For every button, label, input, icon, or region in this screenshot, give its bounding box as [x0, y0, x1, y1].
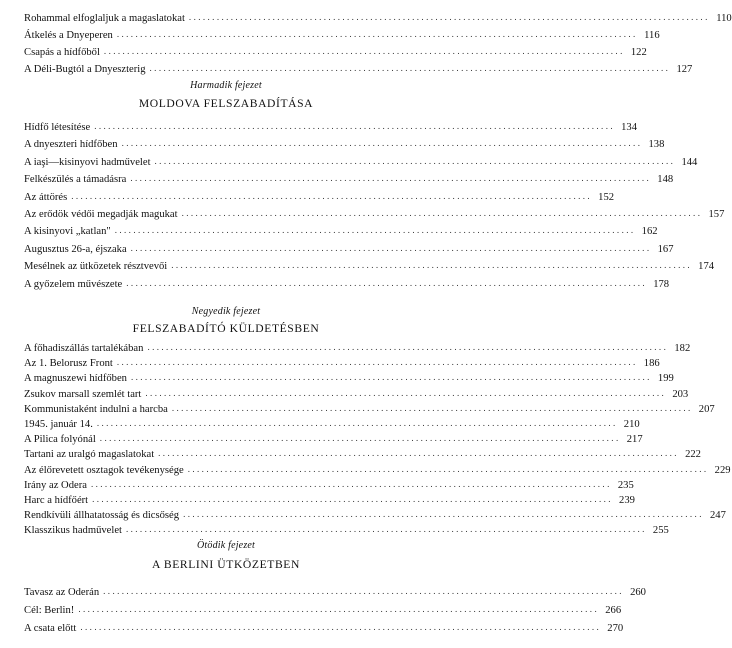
- toc-entry-title: Tavasz az Oderán: [24, 587, 100, 598]
- dot-leader: ................................................................................................................: [130, 242, 652, 253]
- toc-entry: [24, 169, 674, 186]
- toc-entry-title: Irány az Odera: [24, 479, 87, 491]
- toc-entry-page: 186: [643, 358, 660, 370]
- toc-entry-title: Átkelés a Dnyeperen: [24, 30, 113, 41]
- toc-entry-title: Harc a hídfőért: [24, 495, 89, 506]
- toc-entry: [24, 42, 647, 59]
- chapter-label: Negyedik fejezet: [191, 306, 261, 317]
- toc-entry: [24, 600, 622, 617]
- toc-entry: [24, 355, 660, 370]
- toc-entry: [24, 401, 715, 416]
- toc-entry-page: 229: [714, 464, 731, 476]
- toc-entry-page: 247: [709, 510, 726, 522]
- dot-leader: ................................................................................................................: [183, 509, 704, 520]
- toc-entry-page: 203: [672, 388, 689, 400]
- toc-entry-title: Klasszikus hadművelet: [24, 525, 122, 537]
- toc-entry: [24, 462, 731, 477]
- toc-entry-title: Az 1. Belorusz Front: [24, 358, 113, 370]
- toc-entry-title: 1945. január 14.: [24, 419, 93, 430]
- toc-entry: [24, 152, 698, 169]
- chapter-title: A BERLINI ÜTKÖZETBEN: [152, 558, 300, 571]
- toc-entry: [24, 8, 732, 25]
- toc-entry-page: 270: [607, 623, 624, 634]
- toc-entry: [24, 340, 691, 355]
- toc-entry-page: 110: [716, 13, 732, 24]
- toc-entry-page: 210: [623, 419, 640, 430]
- toc-entry-title: Zsukov marsall szemlét tart: [24, 388, 142, 400]
- dot-leader: ................................................................................................................: [145, 387, 667, 398]
- toc-entry-title: Hídfő létesítése: [24, 122, 91, 133]
- toc-entry-title: Kommunistaként indulni a harcba: [24, 403, 168, 415]
- toc-entry-title: Cél: Berlin!: [24, 605, 75, 616]
- toc-entry-page: 207: [698, 403, 715, 415]
- dot-leader: ................................................................................................................: [149, 63, 671, 73]
- toc-entry-title: Augusztus 26-a, éjszaka: [24, 243, 127, 255]
- toc-entry: [24, 59, 693, 76]
- dot-leader: ................................................................................................................: [103, 586, 624, 596]
- dot-leader: ................................................................................................................: [188, 12, 710, 22]
- toc-entry: [24, 446, 701, 461]
- dot-leader: ................................................................................................................: [92, 494, 613, 504]
- toc-entry-page: 134: [621, 122, 638, 133]
- toc-entry: [24, 582, 646, 599]
- dot-leader: ................................................................................................................: [78, 604, 600, 614]
- dot-leader: ................................................................................................................: [130, 372, 652, 383]
- toc-entry-title: Rohammal elfoglaljuk a magaslatokat: [24, 13, 185, 24]
- dot-leader: ................................................................................................................: [126, 277, 648, 288]
- toc-entry-page: 127: [676, 64, 693, 75]
- toc-entry: [24, 274, 670, 291]
- toc-entry: [24, 507, 726, 522]
- toc-entry: [24, 25, 660, 42]
- dot-leader: ................................................................................................................: [96, 418, 618, 428]
- toc-entry-page: 222: [685, 449, 701, 461]
- toc-entry: [24, 204, 725, 221]
- dot-leader: ................................................................................................................: [94, 121, 616, 131]
- toc-entry-page: 122: [630, 47, 647, 58]
- toc-entry-title: Felkészülés a támadásra: [24, 174, 127, 186]
- chapter-title: FELSZABADÍTÓ KÜLDETÉSBEN: [132, 322, 320, 335]
- toc-entry-page: 157: [708, 209, 725, 220]
- chapter-label: Ötödik fejezet: [196, 540, 256, 551]
- toc-entry-page: 182: [674, 343, 691, 354]
- toc-entry: [24, 256, 715, 273]
- dot-leader: ................................................................................................................: [130, 173, 652, 184]
- dot-leader: ................................................................................................................: [80, 622, 602, 632]
- toc-entry-page: 178: [653, 278, 670, 290]
- toc-entry-title: Az erődök védői megadják magukat: [24, 209, 178, 220]
- toc-entry-page: 239: [619, 495, 635, 506]
- toc-entry: [24, 117, 638, 134]
- toc-entry-title: Rendkívüli állhatatosság és dicsőség: [24, 510, 180, 522]
- dot-leader: ................................................................................................................: [187, 463, 709, 474]
- toc-entry-title: A iaşi—kisinyovi hadművelet: [24, 156, 151, 168]
- toc-entry: [24, 431, 643, 446]
- dot-leader: ................................................................................................................: [147, 342, 669, 352]
- toc-entry-title: Csapás a hídfőből: [24, 47, 100, 58]
- dot-leader: ................................................................................................................: [171, 260, 693, 271]
- toc-entry-title: A dnyeszteri hídfőben: [24, 139, 118, 151]
- toc-entry-title: Az áttörés: [24, 191, 68, 203]
- toc-entry-title: Az élőrevetett osztagok tevékenysége: [24, 464, 184, 476]
- toc-entry-page: 217: [626, 434, 643, 446]
- toc-entry-page: 255: [652, 525, 669, 537]
- dot-leader: ................................................................................................................: [181, 208, 703, 218]
- toc-entry-page: 167: [657, 243, 674, 255]
- toc-entry-title: A Déli-Bugtól a Dnyeszterig: [24, 64, 146, 75]
- toc-entry-title: A győzelem művészete: [24, 278, 123, 290]
- toc-entry: [24, 477, 634, 492]
- toc-entry-page: 260: [630, 587, 646, 598]
- toc-entry-page: 148: [657, 174, 674, 186]
- toc-entry-title: Mesélnek az ütközetek résztvevői: [24, 261, 168, 273]
- toc-entry: [24, 416, 640, 431]
- dot-leader: ................................................................................................................: [154, 155, 676, 166]
- toc-entry-page: 144: [681, 156, 698, 168]
- toc-entry: [24, 386, 689, 401]
- dot-leader: ................................................................................................................: [158, 448, 679, 459]
- dot-leader: ................................................................................................................: [114, 225, 636, 236]
- toc-entry: [24, 187, 615, 204]
- toc-entry-page: 162: [641, 226, 658, 238]
- dot-leader: ................................................................................................................: [171, 402, 693, 413]
- toc-entry: [24, 522, 669, 537]
- toc-entry-title: A magnuszewi hídfőben: [24, 373, 127, 385]
- dot-leader: ................................................................................................................: [90, 478, 612, 489]
- toc-entry-title: Tartani az uralgó magaslatokat: [24, 449, 155, 461]
- dot-leader: ................................................................................................................: [116, 29, 638, 39]
- toc-entry: [24, 618, 624, 635]
- chapter-label: Harmadik fejezet: [190, 80, 262, 91]
- dot-leader: ................................................................................................................: [99, 433, 621, 444]
- toc-entry-page: 152: [598, 191, 615, 203]
- dot-leader: ................................................................................................................: [125, 524, 647, 535]
- toc-entry: [24, 492, 635, 507]
- toc-entry: [24, 221, 658, 238]
- toc-entry: [24, 239, 674, 256]
- toc-entry-title: A Pilica folyónál: [24, 434, 96, 446]
- toc-entry-page: 199: [657, 373, 674, 385]
- toc-entry-page: 116: [644, 30, 660, 41]
- toc-entry-title: A főhadiszállás tartalékában: [24, 343, 144, 354]
- toc-entry-page: 235: [617, 479, 634, 491]
- toc-entry-page: 138: [648, 139, 665, 151]
- toc-entry-page: 266: [605, 605, 622, 616]
- toc-entry-title: A kisinyovi „katlan": [24, 226, 111, 238]
- toc-entry: [24, 134, 665, 151]
- dot-leader: ................................................................................................................: [121, 138, 643, 149]
- toc-entry-title: A csata előtt: [24, 623, 77, 634]
- toc-entry: [24, 370, 674, 385]
- dot-leader: ................................................................................................................: [116, 357, 638, 368]
- toc-entry-page: 174: [698, 261, 715, 273]
- dot-leader: ................................................................................................................: [103, 46, 625, 56]
- chapter-title: MOLDOVA FELSZABADÍTÁSA: [138, 97, 314, 110]
- dot-leader: ................................................................................................................: [71, 190, 593, 201]
